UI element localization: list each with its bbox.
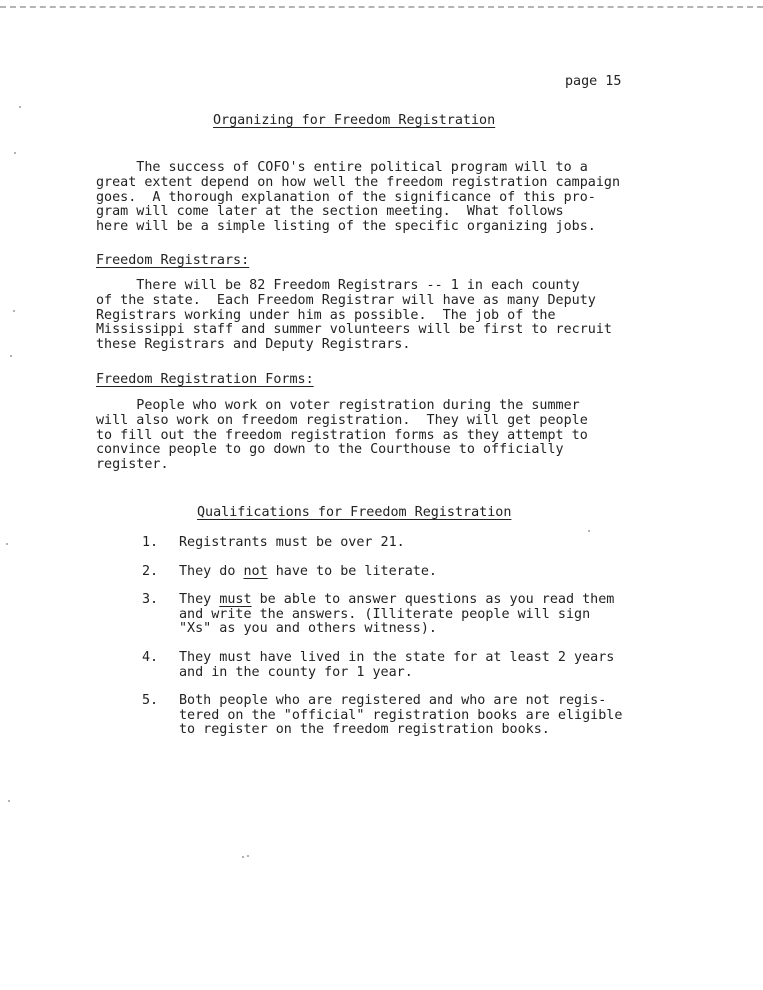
text-run: They <box>179 592 220 608</box>
text-line: here will be a simple listing of the specific organizing jobs. <box>96 219 596 235</box>
text-run: They do <box>179 563 244 579</box>
list-item-text: tered on the "official" registration books are eligible <box>179 707 623 723</box>
emphasis-must: must <box>219 592 252 608</box>
text-line: Mississippi staff and summer volunteers will be first to recruit <box>96 322 612 338</box>
text-run: be able to answer questions as you read them <box>251 592 615 608</box>
text-line: goes. A thorough explanation of the significance of this pro- <box>96 189 596 205</box>
scan-speck <box>8 800 10 802</box>
scan-speck <box>247 855 249 857</box>
text-line: these Registrars and Deputy Registrars. <box>96 337 411 353</box>
list-item-text <box>179 593 702 608</box>
section-heading-registration-forms: Freedom Registration Forms: <box>96 372 314 387</box>
page-number: page 15 <box>565 74 622 89</box>
page-title: Organizing for Freedom Registration <box>213 113 496 128</box>
freedom-registrars-paragraph <box>96 279 706 353</box>
list-item-number: 5. <box>142 693 159 709</box>
text-line: gram will come later at the section meeting. What follows <box>96 204 564 220</box>
list-item <box>142 651 702 680</box>
section-heading-freedom-registrars: Freedom Registrars: <box>96 253 250 268</box>
text-run: have to be literate. <box>267 563 437 579</box>
list-item <box>142 694 702 738</box>
list-item-text <box>179 565 702 580</box>
text-line: convince people to go down to the Courthouse to officially <box>96 442 564 458</box>
list-item-text: Both people who are registered and who are not regis- <box>179 693 607 709</box>
text-line: There will be 82 Freedom Registrars -- 1 in each county <box>96 278 580 293</box>
intro-paragraph <box>96 161 706 235</box>
registration-forms-paragraph <box>96 399 706 473</box>
list-item <box>142 565 702 580</box>
text-line: register. <box>96 457 169 473</box>
list-item-number: 3. <box>142 592 159 608</box>
emphasis-not: not <box>243 563 268 579</box>
list-item-text: "Xs" as you and others witness). <box>179 621 437 637</box>
text-line: Registrars working under him as possible. The job of the <box>96 307 556 323</box>
scan-speck <box>588 530 590 532</box>
scan-speck <box>19 106 21 108</box>
text-line: People who work on voter registration during the summer <box>96 398 580 413</box>
list-item <box>142 536 702 551</box>
text-line: to fill out the freedom registration forms as they attempt to <box>96 427 588 443</box>
list-item-number: 2. <box>142 563 159 579</box>
scan-speck <box>6 543 8 545</box>
list-item-number: 1. <box>142 535 159 550</box>
list-item <box>142 593 702 637</box>
list-item-text: Registrants must be over 21. <box>179 535 405 550</box>
page-top-edge <box>0 0 763 8</box>
text-line: great extent depend on how well the freedom registration campaign <box>96 174 621 190</box>
list-item-text: They must have lived in the state for at least 2 years <box>179 649 615 665</box>
text-line: of the state. Each Freedom Registrar will have as many Deputy <box>96 292 596 308</box>
qualifications-list <box>142 536 702 738</box>
text-line: will also work on freedom registration. They will get people <box>96 412 588 428</box>
list-item-text: and write the answers. (Illiterate people will sign <box>179 606 591 622</box>
scan-speck <box>14 152 16 154</box>
text-line: The success of COFO's entire political program will to a <box>96 160 588 175</box>
list-item-text: to register on the freedom registration books. <box>179 722 550 738</box>
list-item-number: 4. <box>142 649 159 665</box>
list-item-text: and in the county for 1 year. <box>179 664 413 680</box>
scan-speck <box>242 856 244 858</box>
scan-speck <box>10 355 12 357</box>
scan-speck <box>13 310 15 312</box>
qualifications-title: Qualifications for Freedom Registration <box>197 505 512 520</box>
